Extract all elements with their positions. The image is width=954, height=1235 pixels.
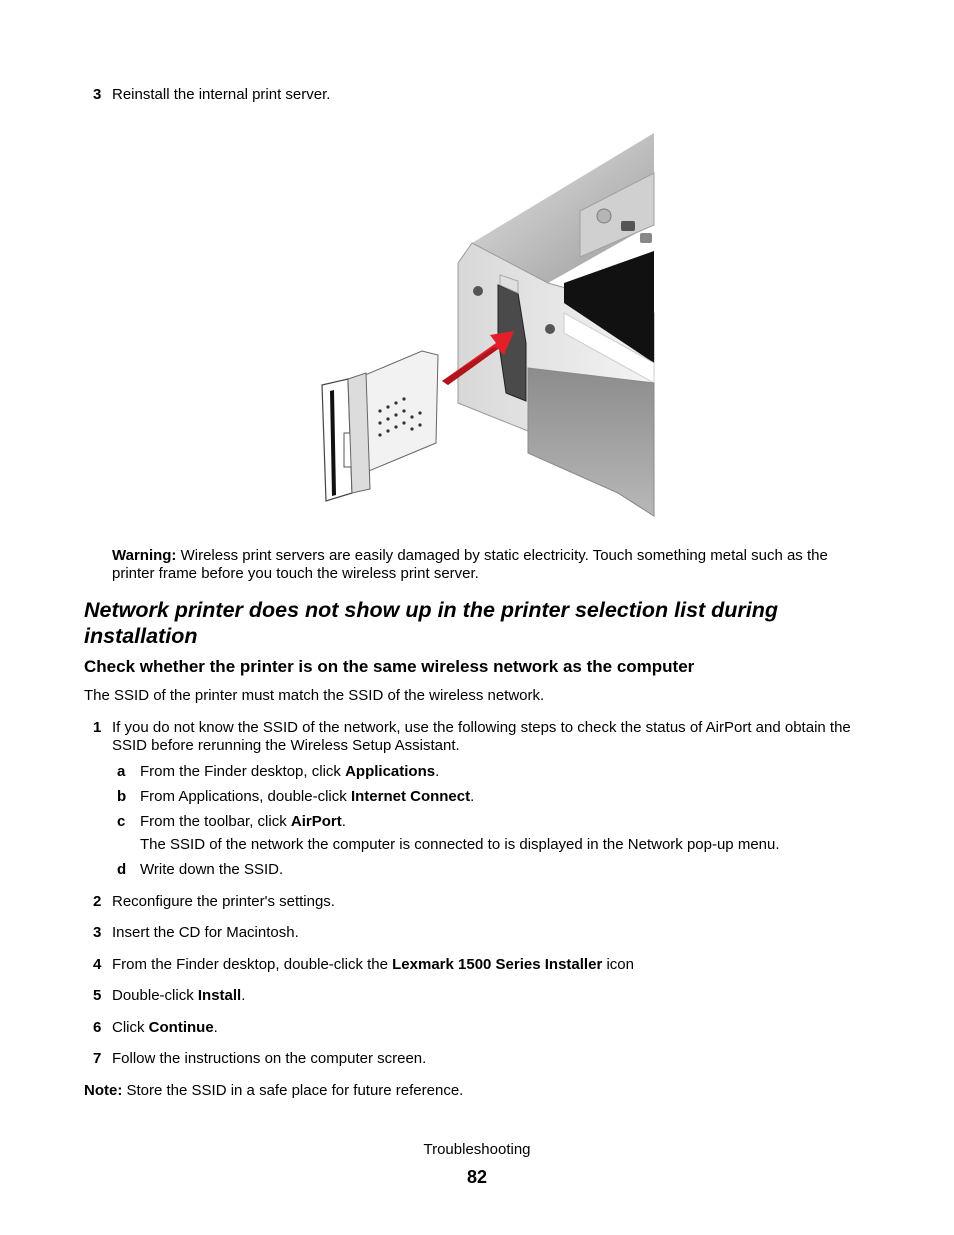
note-paragraph [84, 1082, 463, 1100]
step-number: 3 [93, 924, 102, 941]
substep-text-post: . [435, 763, 440, 780]
section-title-line2: installation [84, 624, 198, 648]
step-text: Reinstall the internal print server. [112, 86, 331, 103]
screw-icon [545, 324, 555, 334]
substep-letter: d [117, 861, 127, 878]
step-text-pre: Click [112, 1019, 149, 1036]
warning-text-line2: printer frame before you touch the wireless print server. [112, 565, 479, 582]
substep-note: The SSID of the network the computer is connected to is displayed in the Network pop-up menu. [140, 836, 780, 853]
substep-text-pre: From the toolbar, click [140, 813, 291, 830]
printer-lower-front [528, 368, 654, 516]
substep-letter: c [117, 813, 126, 830]
step-text-pre: From the Finder desktop, double-click the [112, 956, 393, 973]
step-text-bold: Continue [148, 1019, 214, 1036]
substep-text [140, 763, 439, 781]
note-text: Store the SSID in a safe place for future reference. [122, 1082, 464, 1099]
page-number: 82 [466, 1167, 488, 1187]
step-number: 3 [93, 86, 102, 103]
step-text: Follow the instructions on the computer screen. [112, 1050, 427, 1067]
substep-text-pre: From Applications, double-click [140, 788, 351, 805]
step-text-pre: Double-click [112, 987, 198, 1004]
substep-text-post: . [341, 813, 346, 830]
step-number: 6 [93, 1019, 102, 1036]
footer-section: Troubleshooting [423, 1141, 531, 1158]
section-title-line1: Network printer does not show up in the printer selection list during [84, 598, 779, 622]
step-text [112, 987, 245, 1005]
step-number: 1 [93, 719, 102, 736]
warning-label: Warning: [112, 547, 177, 564]
intro-paragraph: The SSID of the printer must match the SSID of the wireless network. [84, 687, 545, 704]
step-number: 4 [93, 956, 102, 973]
substep-text-bold: Internet Connect [350, 788, 471, 805]
substep-text: Write down the SSID. [140, 861, 284, 878]
step-text [112, 1019, 218, 1037]
step-text: Insert the CD for Macintosh. [112, 924, 299, 941]
warning-paragraph [112, 547, 882, 583]
step-text-bold: Install [197, 987, 242, 1004]
step-text-post: icon [602, 956, 634, 973]
step-number: 2 [93, 893, 102, 910]
bracket-side [348, 373, 370, 493]
step1-line2: SSID before rerunning the Wireless Setup Assistant. [112, 737, 460, 754]
step-text [112, 719, 892, 755]
step-text: Reconfigure the printer's settings. [112, 893, 335, 910]
subsection-title: Check whether the printer is on the same wireless network as the computer [84, 657, 695, 676]
substep-text-bold: AirPort [290, 813, 342, 830]
section-title [84, 597, 904, 649]
print-server-install-illustration [318, 133, 658, 519]
power-button-icon [597, 209, 611, 223]
substep-text-post: . [470, 788, 475, 805]
step-number: 5 [93, 987, 102, 1004]
step-text-post: . [213, 1019, 218, 1036]
panel-button [640, 233, 652, 243]
panel-button [621, 221, 635, 231]
step-text [112, 956, 634, 974]
substep-text [140, 788, 474, 806]
substep-letter: b [117, 788, 127, 805]
substep-text [140, 813, 346, 831]
step-text-bold: Lexmark 1500 Series Installer [392, 956, 603, 973]
step-text-post: . [241, 987, 246, 1004]
note-label: Note: [84, 1082, 123, 1099]
step1-line1: If you do not know the SSID of the network, use the following steps to check the status of AirPort and obtain the [112, 719, 851, 736]
substep-text-bold: Applications [345, 763, 436, 780]
print-server-card [358, 351, 438, 473]
screw-icon [473, 286, 483, 296]
substep-letter: a [117, 763, 126, 780]
substep-text-pre: From the Finder desktop, click [140, 763, 346, 780]
warning-text: Wireless print servers are easily damaged by static electricity. Touch something metal such as the [176, 547, 828, 564]
step-number: 7 [93, 1050, 102, 1067]
